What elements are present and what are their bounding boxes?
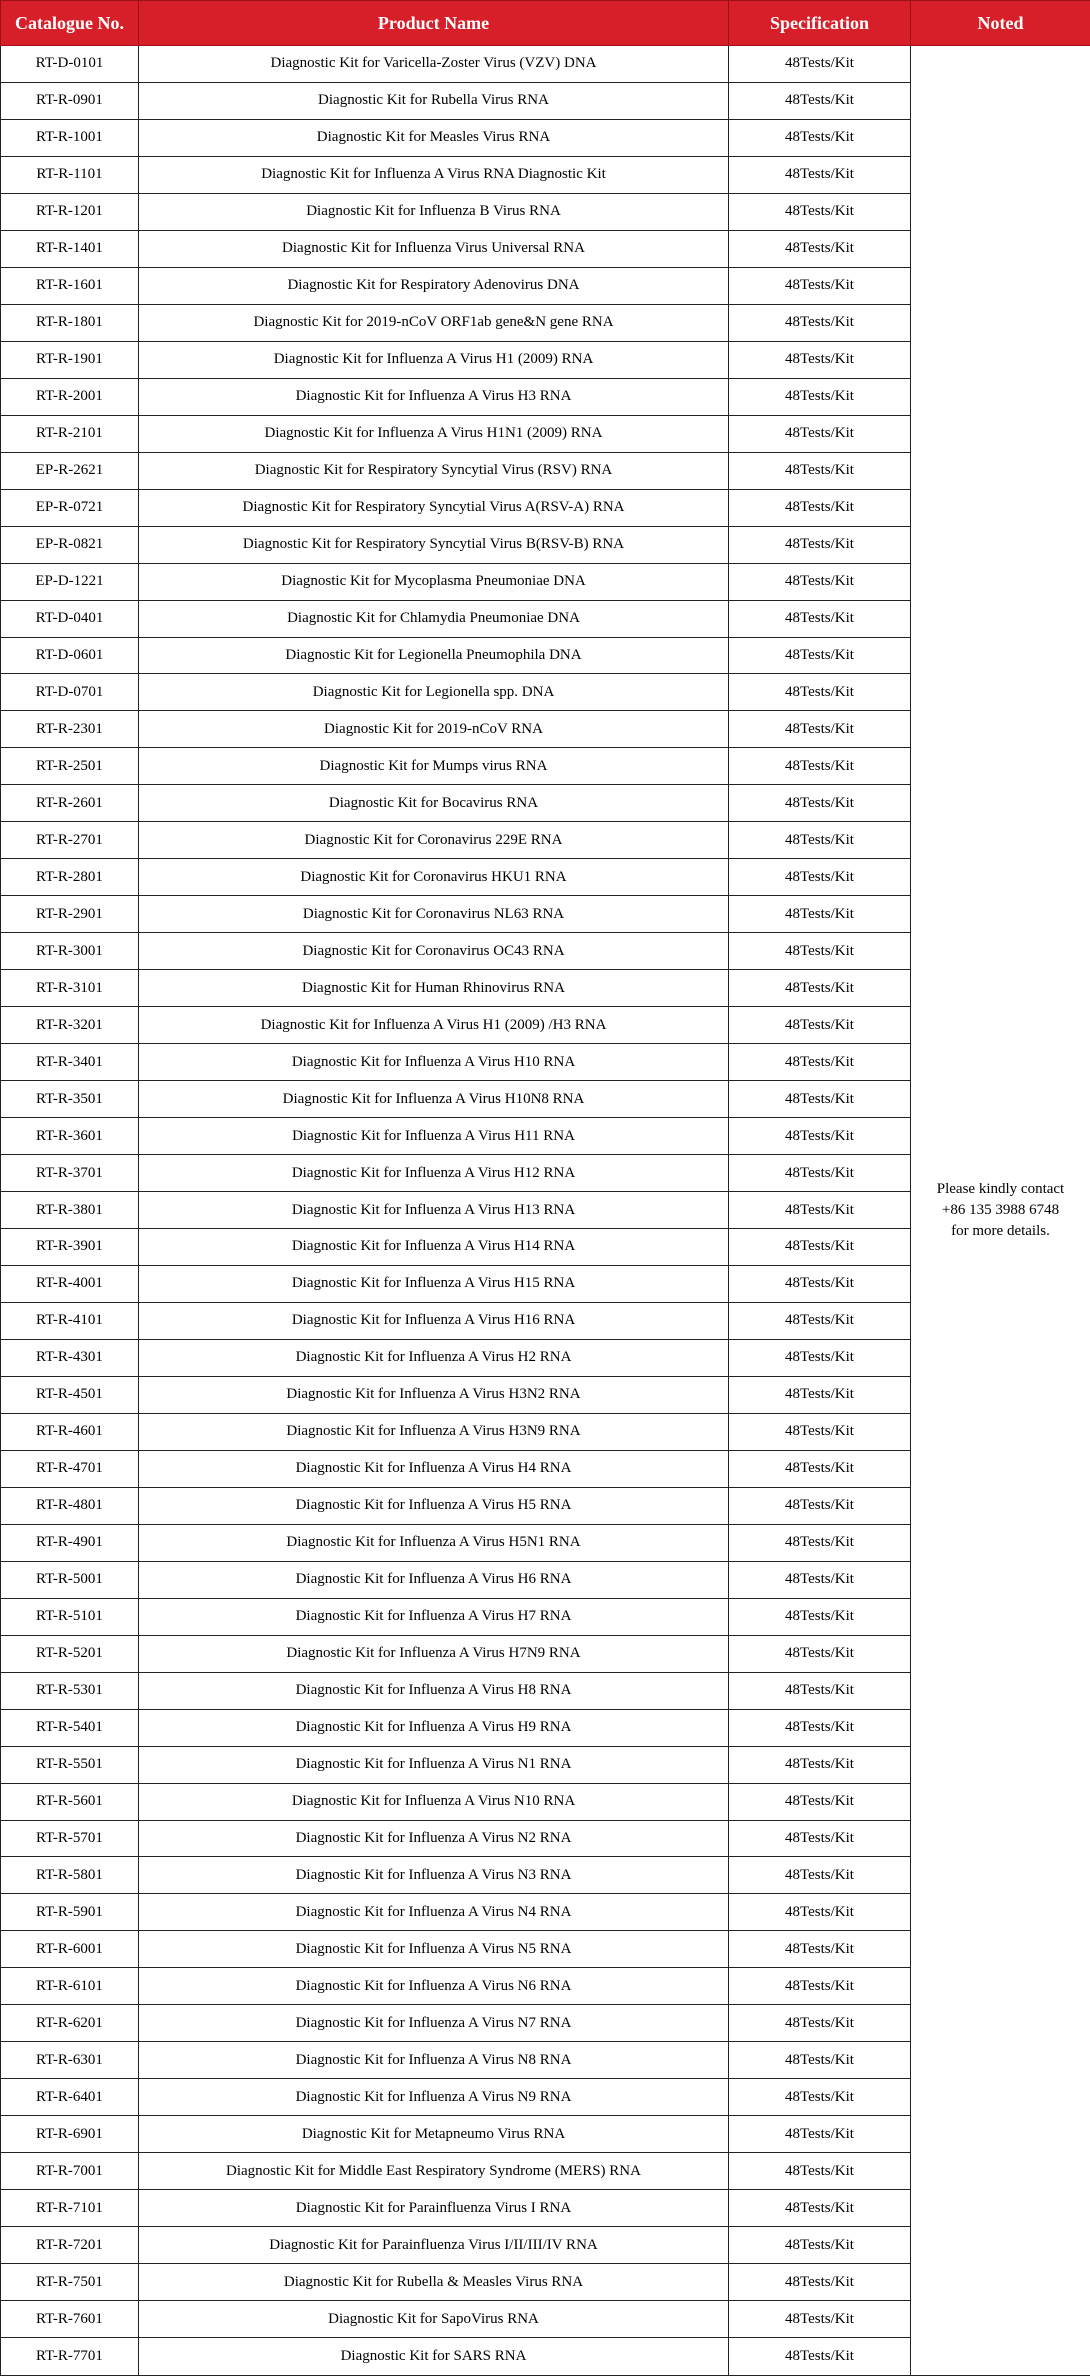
product-name-cell: Diagnostic Kit for Parainfluenza Virus I/II/III/IV RNA	[139, 2227, 729, 2264]
product-name-cell: Diagnostic Kit for Influenza A Virus H1 (2009) RNA	[139, 341, 729, 378]
catalogue-no-cell: RT-R-3601	[1, 1118, 139, 1155]
specification-cell: 48Tests/Kit	[729, 156, 911, 193]
catalogue-no-cell: RT-R-3401	[1, 1044, 139, 1081]
product-name-cell: Diagnostic Kit for Influenza A Virus N9 RNA	[139, 2079, 729, 2116]
specification-cell: 48Tests/Kit	[729, 1155, 911, 1192]
catalogue-no-cell: RT-R-3901	[1, 1229, 139, 1266]
catalogue-no-cell: RT-R-3001	[1, 933, 139, 970]
header-catalogue-no: Catalogue No.	[1, 1, 139, 46]
product-name-cell: Diagnostic Kit for Influenza A Virus N10 RNA	[139, 1783, 729, 1820]
catalogue-no-cell: RT-R-5701	[1, 1820, 139, 1857]
product-name-cell: Diagnostic Kit for Influenza A Virus N6 RNA	[139, 1968, 729, 2005]
product-name-cell: Diagnostic Kit for Influenza A Virus N7 RNA	[139, 2005, 729, 2042]
catalogue-no-cell: RT-R-5301	[1, 1672, 139, 1709]
product-name-cell: Diagnostic Kit for Influenza A Virus N5 RNA	[139, 1931, 729, 1968]
table-header-row	[1, 1, 1090, 46]
specification-cell: 48Tests/Kit	[729, 526, 911, 563]
specification-cell: 48Tests/Kit	[729, 1118, 911, 1155]
catalogue-no-cell: RT-R-1901	[1, 341, 139, 378]
specification-cell: 48Tests/Kit	[729, 267, 911, 304]
catalogue-no-cell: RT-R-7501	[1, 2264, 139, 2301]
product-name-cell: Diagnostic Kit for Chlamydia Pneumoniae DNA	[139, 600, 729, 637]
product-name-cell: Diagnostic Kit for Rubella & Measles Virus RNA	[139, 2264, 729, 2301]
catalogue-no-cell: RT-R-4801	[1, 1487, 139, 1524]
catalogue-no-cell: RT-R-7001	[1, 2153, 139, 2190]
specification-cell: 48Tests/Kit	[729, 2079, 911, 2116]
catalogue-no-cell: RT-R-4001	[1, 1265, 139, 1302]
catalogue-no-cell: EP-R-2621	[1, 452, 139, 489]
table-body	[1, 46, 1090, 2376]
product-name-cell: Diagnostic Kit for Influenza A Virus N8 RNA	[139, 2042, 729, 2079]
catalogue-no-cell: RT-R-5801	[1, 1857, 139, 1894]
specification-cell: 48Tests/Kit	[729, 452, 911, 489]
specification-cell: 48Tests/Kit	[729, 1968, 911, 2005]
catalogue-no-cell: RT-R-6901	[1, 2116, 139, 2153]
specification-cell: 48Tests/Kit	[729, 119, 911, 156]
catalogue-no-cell: RT-R-2001	[1, 378, 139, 415]
catalogue-no-cell: RT-R-1201	[1, 193, 139, 230]
catalogue-no-cell: RT-R-4101	[1, 1302, 139, 1339]
catalogue-no-cell: RT-R-2501	[1, 748, 139, 785]
product-name-cell: Diagnostic Kit for Influenza A Virus H3N9 RNA	[139, 1413, 729, 1450]
product-name-cell: Diagnostic Kit for Influenza A Virus H5N1 RNA	[139, 1524, 729, 1561]
specification-cell: 48Tests/Kit	[729, 637, 911, 674]
specification-cell: 48Tests/Kit	[729, 378, 911, 415]
catalogue-no-cell: RT-R-6401	[1, 2079, 139, 2116]
catalogue-no-cell: RT-R-2701	[1, 822, 139, 859]
catalogue-no-cell: RT-D-0401	[1, 600, 139, 637]
catalogue-no-cell: RT-R-1801	[1, 304, 139, 341]
product-name-cell: Diagnostic Kit for Influenza A Virus H14 RNA	[139, 1229, 729, 1266]
product-name-cell: Diagnostic Kit for Influenza A Virus H11 RNA	[139, 1118, 729, 1155]
catalogue-no-cell: EP-D-1221	[1, 563, 139, 600]
catalogue-no-cell: RT-R-5601	[1, 1783, 139, 1820]
product-name-cell: Diagnostic Kit for Coronavirus 229E RNA	[139, 822, 729, 859]
specification-cell: 48Tests/Kit	[729, 82, 911, 119]
product-name-cell: Diagnostic Kit for Metapneumo Virus RNA	[139, 2116, 729, 2153]
product-name-cell: Diagnostic Kit for Mycoplasma Pneumoniae DNA	[139, 563, 729, 600]
product-name-cell: Diagnostic Kit for Parainfluenza Virus I RNA	[139, 2190, 729, 2227]
specification-cell: 48Tests/Kit	[729, 1857, 911, 1894]
catalogue-no-cell: RT-R-4901	[1, 1524, 139, 1561]
catalogue-no-cell: RT-R-3501	[1, 1081, 139, 1118]
product-name-cell: Diagnostic Kit for Influenza A Virus H9 RNA	[139, 1709, 729, 1746]
noted-contact-line: Please kindly contact	[936, 1181, 1065, 1197]
specification-cell: 48Tests/Kit	[729, 304, 911, 341]
product-name-cell: Diagnostic Kit for Influenza A Virus H2 RNA	[139, 1339, 729, 1376]
specification-cell: 48Tests/Kit	[729, 1635, 911, 1672]
specification-cell: 48Tests/Kit	[729, 1487, 911, 1524]
product-name-cell: Diagnostic Kit for Influenza A Virus H1N1 (2009) RNA	[139, 415, 729, 452]
catalogue-no-cell: RT-R-6101	[1, 1968, 139, 2005]
catalogue-no-cell: RT-R-6201	[1, 2005, 139, 2042]
specification-cell: 48Tests/Kit	[729, 859, 911, 896]
catalogue-no-cell: RT-R-5501	[1, 1746, 139, 1783]
header-product-name: Product Name	[139, 1, 729, 46]
product-name-cell: Diagnostic Kit for Human Rhinovirus RNA	[139, 970, 729, 1007]
specification-cell: 48Tests/Kit	[729, 1081, 911, 1118]
product-name-cell: Diagnostic Kit for Varicella-Zoster Virus (VZV) DNA	[139, 46, 729, 83]
specification-cell: 48Tests/Kit	[729, 489, 911, 526]
specification-cell: 48Tests/Kit	[729, 1339, 911, 1376]
catalogue-no-cell: RT-R-7601	[1, 2301, 139, 2338]
catalogue-no-cell: RT-R-4601	[1, 1413, 139, 1450]
catalogue-no-cell: RT-R-4301	[1, 1339, 139, 1376]
specification-cell: 48Tests/Kit	[729, 1265, 911, 1302]
product-name-cell: Diagnostic Kit for Rubella Virus RNA	[139, 82, 729, 119]
catalogue-no-cell: RT-R-0901	[1, 82, 139, 119]
header-specification: Specification	[729, 1, 911, 46]
product-name-cell: Diagnostic Kit for Influenza A Virus N1 RNA	[139, 1746, 729, 1783]
product-name-cell: Diagnostic Kit for Influenza A Virus H10N8 RNA	[139, 1081, 729, 1118]
product-name-cell: Diagnostic Kit for Measles Virus RNA	[139, 119, 729, 156]
product-name-cell: Diagnostic Kit for 2019-nCoV RNA	[139, 711, 729, 748]
catalogue-no-cell: RT-R-5401	[1, 1709, 139, 1746]
specification-cell: 48Tests/Kit	[729, 711, 911, 748]
catalogue-no-cell: RT-R-2301	[1, 711, 139, 748]
specification-cell: 48Tests/Kit	[729, 1561, 911, 1598]
catalogue-no-cell: RT-R-1401	[1, 230, 139, 267]
catalogue-no-cell: RT-R-7101	[1, 2190, 139, 2227]
specification-cell: 48Tests/Kit	[729, 1598, 911, 1635]
catalogue-no-cell: RT-R-1101	[1, 156, 139, 193]
product-name-cell: Diagnostic Kit for Influenza A Virus H5 RNA	[139, 1487, 729, 1524]
specification-cell: 48Tests/Kit	[729, 2338, 911, 2376]
specification-cell: 48Tests/Kit	[729, 1931, 911, 1968]
product-name-cell: Diagnostic Kit for Influenza A Virus N3 RNA	[139, 1857, 729, 1894]
product-name-cell: Diagnostic Kit for Respiratory Syncytial Virus B(RSV-B) RNA	[139, 526, 729, 563]
product-name-cell: Diagnostic Kit for Influenza A Virus H4 RNA	[139, 1450, 729, 1487]
specification-cell: 48Tests/Kit	[729, 2264, 911, 2301]
specification-cell: 48Tests/Kit	[729, 1192, 911, 1229]
product-name-cell: Diagnostic Kit for Influenza A Virus H15 RNA	[139, 1265, 729, 1302]
catalogue-no-cell: RT-R-2901	[1, 896, 139, 933]
product-name-cell: Diagnostic Kit for SapoVirus RNA	[139, 2301, 729, 2338]
product-name-cell: Diagnostic Kit for Coronavirus NL63 RNA	[139, 896, 729, 933]
specification-cell: 48Tests/Kit	[729, 1450, 911, 1487]
noted-contact-cell	[911, 46, 1090, 2376]
catalogue-no-cell: EP-R-0721	[1, 489, 139, 526]
specification-cell: 48Tests/Kit	[729, 1302, 911, 1339]
product-name-cell: Diagnostic Kit for Influenza A Virus H10 RNA	[139, 1044, 729, 1081]
table-row	[1, 46, 1090, 83]
specification-cell: 48Tests/Kit	[729, 341, 911, 378]
header-noted: Noted	[911, 1, 1090, 46]
product-name-cell: Diagnostic Kit for Influenza B Virus RNA	[139, 193, 729, 230]
catalogue-no-cell: RT-D-0701	[1, 674, 139, 711]
specification-cell: 48Tests/Kit	[729, 1783, 911, 1820]
product-name-cell: Diagnostic Kit for Bocavirus RNA	[139, 785, 729, 822]
product-name-cell: Diagnostic Kit for Influenza A Virus RNA Diagnostic Kit	[139, 156, 729, 193]
catalogue-no-cell: RT-R-6001	[1, 1931, 139, 1968]
catalogue-no-cell: RT-R-4501	[1, 1376, 139, 1413]
product-name-cell: Diagnostic Kit for SARS RNA	[139, 2338, 729, 2376]
product-name-cell: Diagnostic Kit for Influenza A Virus N2 RNA	[139, 1820, 729, 1857]
catalogue-no-cell: RT-R-2601	[1, 785, 139, 822]
catalogue-no-cell: RT-R-2801	[1, 859, 139, 896]
catalogue-no-cell: RT-R-5001	[1, 1561, 139, 1598]
catalogue-no-cell: RT-R-1601	[1, 267, 139, 304]
specification-cell: 48Tests/Kit	[729, 2005, 911, 2042]
specification-cell: 48Tests/Kit	[729, 1672, 911, 1709]
catalogue-no-cell: RT-D-0601	[1, 637, 139, 674]
specification-cell: 48Tests/Kit	[729, 748, 911, 785]
specification-cell: 48Tests/Kit	[729, 1376, 911, 1413]
catalogue-no-cell: RT-R-5901	[1, 1894, 139, 1931]
product-name-cell: Diagnostic Kit for Middle East Respiratory Syndrome (MERS) RNA	[139, 2153, 729, 2190]
specification-cell: 48Tests/Kit	[729, 822, 911, 859]
specification-cell: 48Tests/Kit	[729, 1007, 911, 1044]
specification-cell: 48Tests/Kit	[729, 1820, 911, 1857]
specification-cell: 48Tests/Kit	[729, 674, 911, 711]
specification-cell: 48Tests/Kit	[729, 785, 911, 822]
product-name-cell: Diagnostic Kit for Legionella Pneumophila DNA	[139, 637, 729, 674]
catalogue-no-cell: RT-R-3701	[1, 1155, 139, 1192]
specification-cell: 48Tests/Kit	[729, 1044, 911, 1081]
catalogue-no-cell: RT-R-7701	[1, 2338, 139, 2376]
noted-contact-line: +86 135 3988 6748	[941, 1202, 1060, 1218]
product-name-cell: Diagnostic Kit for Mumps virus RNA	[139, 748, 729, 785]
catalogue-no-cell: RT-R-3801	[1, 1192, 139, 1229]
specification-cell: 48Tests/Kit	[729, 193, 911, 230]
product-name-cell: Diagnostic Kit for Influenza A Virus H7N9 RNA	[139, 1635, 729, 1672]
product-name-cell: Diagnostic Kit for Influenza A Virus H3N2 RNA	[139, 1376, 729, 1413]
catalogue-no-cell: RT-R-7201	[1, 2227, 139, 2264]
catalogue-no-cell: RT-R-3101	[1, 970, 139, 1007]
catalogue-no-cell: RT-R-5101	[1, 1598, 139, 1635]
catalogue-no-cell: RT-R-4701	[1, 1450, 139, 1487]
product-name-cell: Diagnostic Kit for Influenza A Virus H7 RNA	[139, 1598, 729, 1635]
noted-contact-line: for more details.	[951, 1223, 1050, 1239]
product-name-cell: Diagnostic Kit for Legionella spp. DNA	[139, 674, 729, 711]
specification-cell: 48Tests/Kit	[729, 1746, 911, 1783]
product-name-cell: Diagnostic Kit for Respiratory Syncytial Virus (RSV) RNA	[139, 452, 729, 489]
product-name-cell: Diagnostic Kit for Influenza A Virus H16 RNA	[139, 1302, 729, 1339]
product-name-cell: Diagnostic Kit for Coronavirus HKU1 RNA	[139, 859, 729, 896]
specification-cell: 48Tests/Kit	[729, 415, 911, 452]
catalogue-no-cell: RT-D-0101	[1, 46, 139, 83]
product-name-cell: Diagnostic Kit for Influenza A Virus H3 RNA	[139, 378, 729, 415]
product-name-cell: Diagnostic Kit for Coronavirus OC43 RNA	[139, 933, 729, 970]
specification-cell: 48Tests/Kit	[729, 933, 911, 970]
product-name-cell: Diagnostic Kit for Influenza A Virus N4 RNA	[139, 1894, 729, 1931]
product-name-cell: Diagnostic Kit for 2019-nCoV ORF1ab gene&N gene RNA	[139, 304, 729, 341]
product-name-cell: Diagnostic Kit for Influenza A Virus H13 RNA	[139, 1192, 729, 1229]
specification-cell: 48Tests/Kit	[729, 1229, 911, 1266]
catalogue-no-cell: RT-R-1001	[1, 119, 139, 156]
product-name-cell: Diagnostic Kit for Respiratory Adenovirus DNA	[139, 267, 729, 304]
catalogue-no-cell: RT-R-6301	[1, 2042, 139, 2079]
catalogue-no-cell: RT-R-5201	[1, 1635, 139, 1672]
catalogue-no-cell: RT-R-3201	[1, 1007, 139, 1044]
specification-cell: 48Tests/Kit	[729, 896, 911, 933]
specification-cell: 48Tests/Kit	[729, 1709, 911, 1746]
specification-cell: 48Tests/Kit	[729, 2301, 911, 2338]
specification-cell: 48Tests/Kit	[729, 2153, 911, 2190]
product-name-cell: Diagnostic Kit for Influenza A Virus H8 RNA	[139, 1672, 729, 1709]
specification-cell: 48Tests/Kit	[729, 2227, 911, 2264]
specification-cell: 48Tests/Kit	[729, 1413, 911, 1450]
specification-cell: 48Tests/Kit	[729, 600, 911, 637]
catalogue-no-cell: RT-R-2101	[1, 415, 139, 452]
specification-cell: 48Tests/Kit	[729, 2116, 911, 2153]
catalogue-no-cell: EP-R-0821	[1, 526, 139, 563]
product-name-cell: Diagnostic Kit for Influenza Virus Universal RNA	[139, 230, 729, 267]
specification-cell: 48Tests/Kit	[729, 230, 911, 267]
specification-cell: 48Tests/Kit	[729, 46, 911, 83]
product-name-cell: Diagnostic Kit for Influenza A Virus H6 RNA	[139, 1561, 729, 1598]
specification-cell: 48Tests/Kit	[729, 2190, 911, 2227]
specification-cell: 48Tests/Kit	[729, 970, 911, 1007]
product-name-cell: Diagnostic Kit for Influenza A Virus H12 RNA	[139, 1155, 729, 1192]
specification-cell: 48Tests/Kit	[729, 1524, 911, 1561]
product-name-cell: Diagnostic Kit for Influenza A Virus H1 (2009) /H3 RNA	[139, 1007, 729, 1044]
specification-cell: 48Tests/Kit	[729, 563, 911, 600]
specification-cell: 48Tests/Kit	[729, 2042, 911, 2079]
product-name-cell: Diagnostic Kit for Respiratory Syncytial Virus A(RSV-A) RNA	[139, 489, 729, 526]
specification-cell: 48Tests/Kit	[729, 1894, 911, 1931]
